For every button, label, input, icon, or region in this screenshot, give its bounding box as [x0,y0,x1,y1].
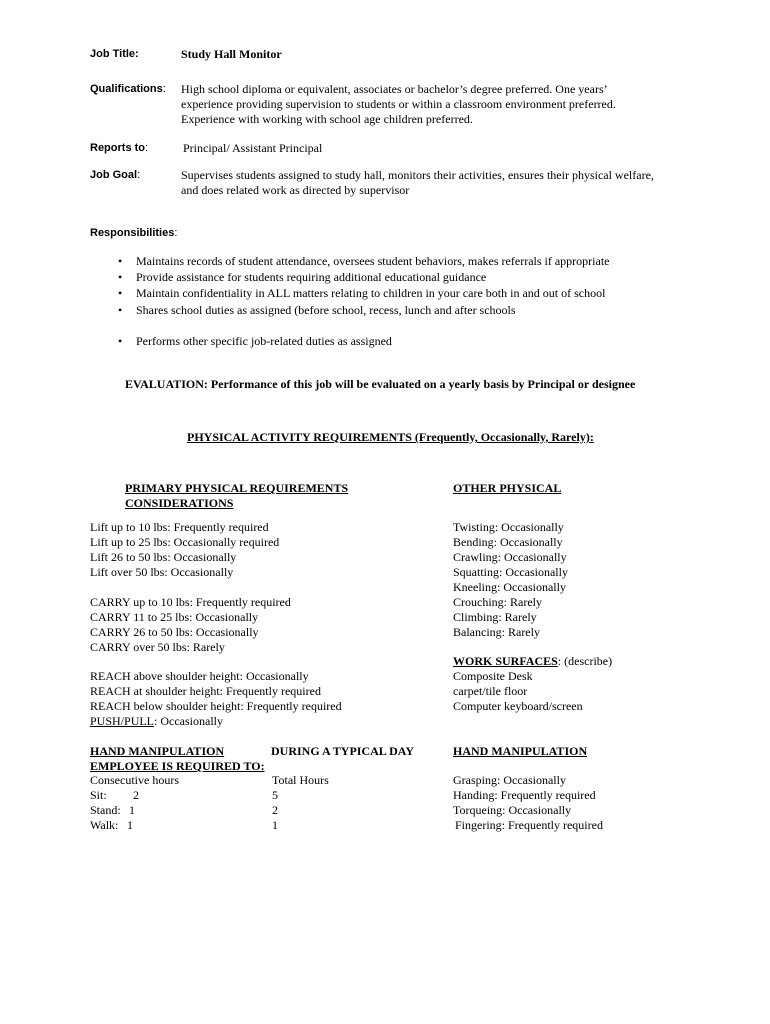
sit-label: Sit: [90,788,107,802]
list-item: Balancing: Rarely [453,625,540,639]
stand-consecutive: 1 [129,803,135,817]
qualifications-label: Qualifications: [90,83,166,95]
list-item: Fingering: Frequently required [455,818,603,832]
work-surfaces [453,654,612,714]
typical-day-heading-line2: EMPLOYEE IS REQUIRED TO: [90,759,265,773]
physical-requirements-heading: PHYSICAL ACTIVITY REQUIREMENTS (Frequently, Occasionally, Rarely): [187,430,594,444]
responsibilities-list [118,254,610,318]
list-item: Computer keyboard/screen [453,699,583,713]
responsibilities-label: Responsibilities: [90,227,178,239]
job-goal-text [181,168,654,198]
total-hours-header: Total Hours [272,773,329,787]
hand-manipulation-heading: HAND MANIPULATION [453,744,588,758]
list-item: Kneeling: Occasionally [453,580,566,594]
carry-item: CARRY 26 to 50 lbs: Occasionally [90,625,259,639]
list-item: Bending: Occasionally [453,535,563,549]
reach-item: REACH at shoulder height: Frequently required [90,684,321,698]
sit-total: 5 [272,788,278,802]
list-item: • Shares school duties as assigned (before school, recess, lunch and after schools [118,303,610,318]
job-goal-label: Job Goal: [90,169,141,181]
reach-requirements [90,669,342,729]
reports-to-label: Reports to: [90,142,149,154]
list-item: • Provide assistance for students requiring additional educational guidance [118,270,610,285]
walk-label: Walk: [90,818,119,832]
qualifications-line: High school diploma or equivalent, associates or bachelor’s degree preferred. One years’ [181,82,608,96]
work-surfaces-heading: WORK SURFACES: (describe) [453,654,613,668]
other-physical-heading: OTHER PHYSICAL [453,481,562,495]
list-item: • Maintain confidentiality in ALL matters relating to children in your care both in and out of school [118,286,610,301]
walk-total: 1 [272,818,278,832]
typical-day-heading: HAND MANIPULATION DURING A TYPICAL DAY [90,744,415,758]
other-physical-list [453,520,568,640]
consecutive-hours-header: Consecutive hours [90,773,179,787]
list-item: Climbing: Rarely [453,610,537,624]
sit-consecutive: 2 [133,788,139,802]
qualifications-line: experience providing supervision to students or within a classroom environment preferred. [181,97,616,111]
carry-item: CARRY up to 10 lbs: Frequently required [90,595,291,609]
responsibilities-list-extra [118,334,392,349]
list-item: Grasping: Occasionally [453,773,566,787]
hand-manipulation-list [453,773,603,833]
qualifications-text [181,82,616,127]
stand-total: 2 [272,803,278,817]
push-pull-item: PUSH/PULL: Occasionally [90,714,223,728]
list-item: Composite Desk [453,669,533,683]
carry-requirements [90,595,291,655]
lift-item: Lift 26 to 50 lbs: Occasionally [90,550,237,564]
list-item: Crawling: Occasionally [453,550,567,564]
list-item: Handing: Frequently required [453,788,596,802]
walk-consecutive: 1 [127,818,133,832]
job-goal-line: Supervises students assigned to study hall, monitors their activities, ensures their physical welfare, [181,168,654,182]
list-item: Squatting: Occasionally [453,565,568,579]
reports-to-value: Principal/ Assistant Principal [183,141,323,155]
reach-item: REACH above shoulder height: Occasionally [90,669,309,683]
qualifications-line: Experience with working with school age children preferred. [181,112,473,126]
lift-item: Lift up to 10 lbs: Frequently required [90,520,269,534]
job-title-value: Study Hall Monitor [181,47,282,61]
reach-item: REACH below shoulder height: Frequently required [90,699,342,713]
list-item: Twisting: Occasionally [453,520,564,534]
job-title-label: Job Title: [90,48,139,60]
list-item: Crouching: Rarely [453,595,542,609]
primary-requirements-heading: PRIMARY PHYSICAL REQUIREMENTS CONSIDERATIONS [125,481,349,510]
job-goal-line: and does related work as directed by supervisor [181,183,410,197]
carry-item: CARRY over 50 lbs: Rarely [90,640,225,654]
lift-item: Lift up to 25 lbs: Occasionally required [90,535,280,549]
list-item: • Maintains records of student attendance, oversees student behaviors, makes referrals if appropriate [118,254,610,269]
list-item: Torqueing: Occasionally [453,803,572,817]
list-item: carpet/tile floor [453,684,528,698]
lift-item: Lift over 50 lbs: Occasionally [90,565,234,579]
list-item: • Performs other specific job-related duties as assigned [118,334,392,349]
stand-label: Stand: [90,803,121,817]
evaluation-statement: EVALUATION: Performance of this job will be evaluated on a yearly basis by Principal or designee [125,377,636,391]
carry-item: CARRY 11 to 25 lbs: Occasionally [90,610,259,624]
lift-requirements [90,520,279,580]
